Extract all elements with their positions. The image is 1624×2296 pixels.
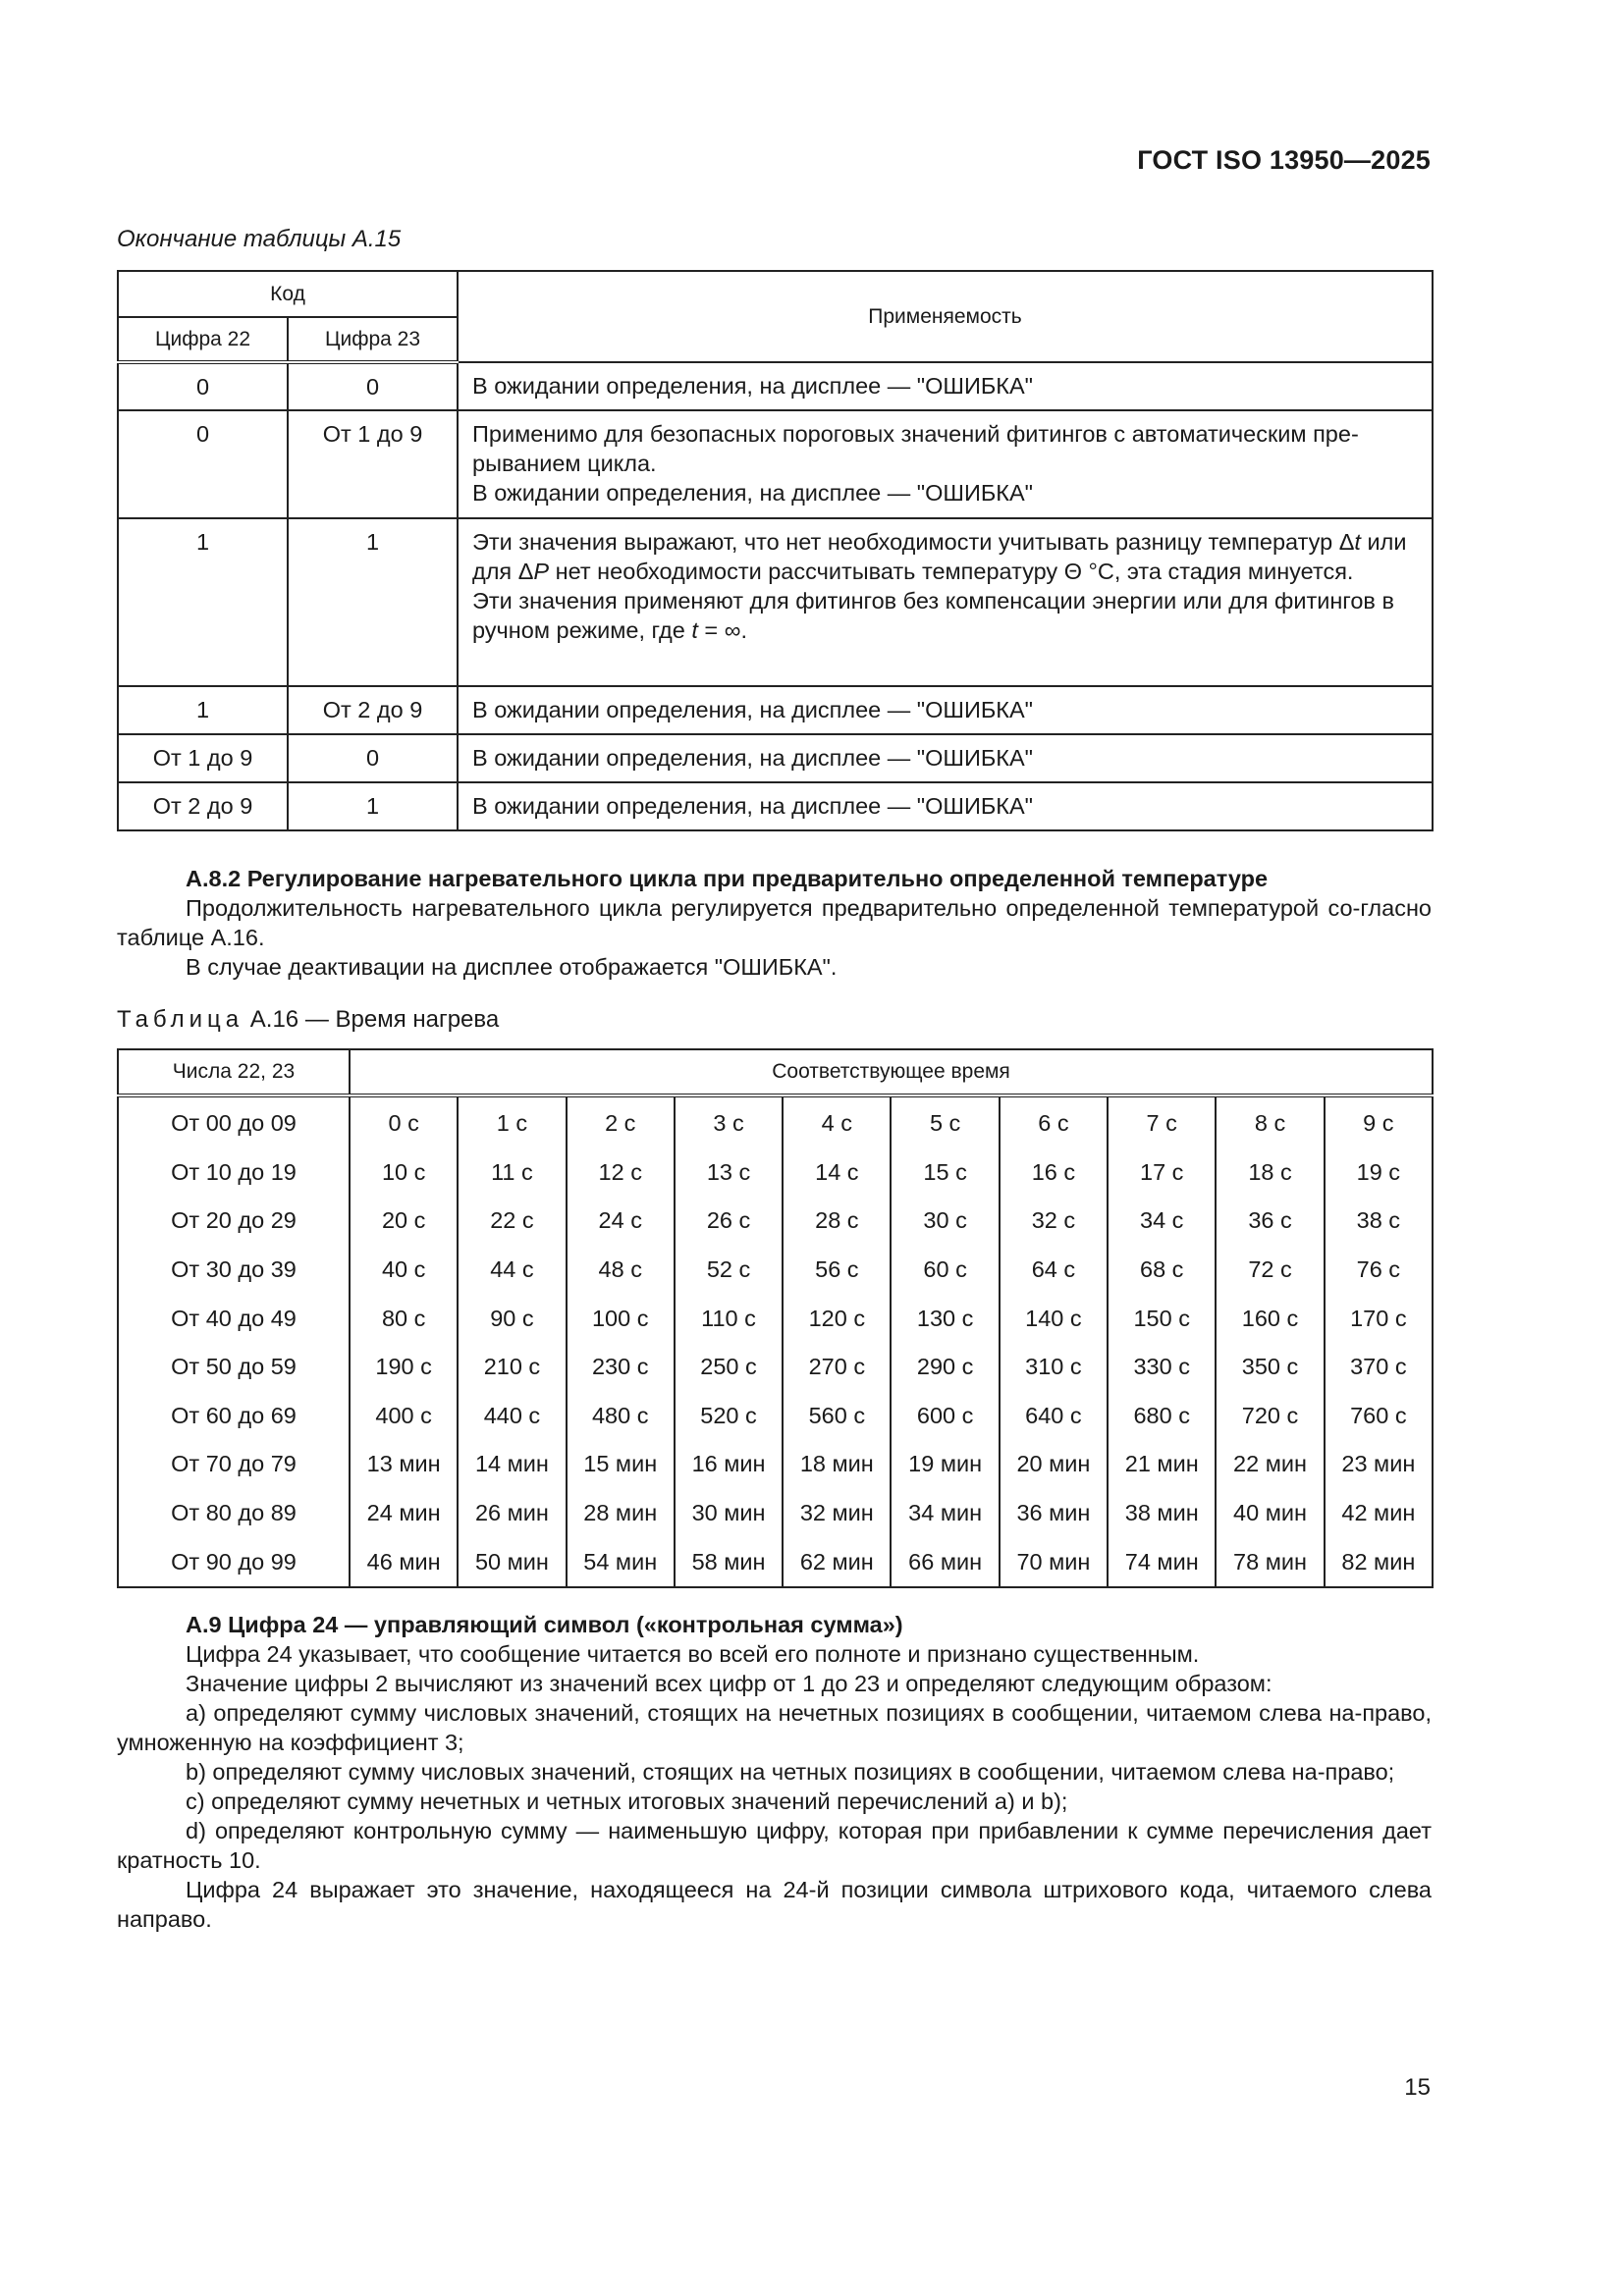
row-range-cell: От 20 до 29 (118, 1197, 350, 1246)
table-row (118, 1537, 1433, 1587)
time-value-cell: 15 мин (567, 1440, 675, 1489)
table-row (118, 1095, 1433, 1148)
time-value-cell: 19 мин (891, 1440, 999, 1489)
time-value-cell: 230 с (567, 1343, 675, 1392)
cell-digit22: 0 (118, 410, 288, 518)
cell-digit23: От 1 до 9 (288, 410, 458, 518)
row-range-cell: От 70 до 79 (118, 1440, 350, 1489)
cell-text: В ожидании определения, на дисплее — "ОШИБКА" (472, 745, 1033, 771)
time-value-cell: 140 с (1000, 1294, 1108, 1343)
cell-digit23: 0 (288, 734, 458, 782)
section-a9-paragraph: b) определяют сумму числовых значений, стоящих на четных позициях в сообщении, читаемом слева на-право; (186, 1759, 1395, 1785)
time-value-cell: 4 с (783, 1095, 891, 1148)
time-value-cell: 14 мин (458, 1440, 566, 1489)
time-value-cell: 11 с (458, 1148, 566, 1198)
table-a16 (117, 1048, 1434, 1588)
cell-applicability (458, 782, 1433, 830)
time-value-cell: 38 мин (1108, 1489, 1216, 1538)
time-value-cell: 8 с (1216, 1095, 1324, 1148)
time-value-cell: 520 с (675, 1392, 783, 1441)
table-row (118, 686, 1433, 734)
section-a9-paragraph: с) определяют сумму нечетных и четных итоговых значений перечислений а) и b); (186, 1789, 1068, 1814)
cell-applicability (458, 362, 1433, 410)
table-a15 (117, 270, 1434, 831)
section-a9-paragraph: d) определяют контрольную сумму — наименьшую цифру, которая при прибавлении к сумме перечисления дает кратность 10. (117, 1818, 1432, 1873)
cell-text: В ожидании определения, на дисплее — "ОШИБКА" (472, 373, 1033, 399)
table-row (118, 1392, 1433, 1441)
table-a15-header-digit23: Цифра 23 (288, 317, 458, 362)
row-range-cell: От 00 до 09 (118, 1095, 350, 1148)
cell-digit22: 1 (118, 686, 288, 734)
time-value-cell: 76 с (1325, 1246, 1433, 1295)
time-value-cell: 48 с (567, 1246, 675, 1295)
time-value-cell: 78 мин (1216, 1537, 1324, 1587)
time-value-cell: 68 с (1108, 1246, 1216, 1295)
time-value-cell: 160 с (1216, 1294, 1324, 1343)
time-value-cell: 30 с (891, 1197, 999, 1246)
time-value-cell: 17 с (1108, 1148, 1216, 1198)
row-range-cell: От 80 до 89 (118, 1489, 350, 1538)
section-a9-heading: А.9 Цифра 24 — управляющий символ («контрольная сумма») (186, 1612, 903, 1637)
time-value-cell: 34 с (1108, 1197, 1216, 1246)
section-a82-paragraph: Продолжительность нагревательного цикла регулируется предварительно определенной температурой со-гласно таблице А.16. (117, 895, 1432, 950)
time-value-cell: 62 мин (783, 1537, 891, 1587)
cell-text: В ожидании определения, на дисплее — "ОШИБКА" (472, 793, 1033, 819)
section-a82 (117, 864, 1432, 982)
time-value-cell: 170 с (1325, 1294, 1433, 1343)
cell-digit23: От 2 до 9 (288, 686, 458, 734)
time-value-cell: 210 с (458, 1343, 566, 1392)
table-row (118, 782, 1433, 830)
text-run: или для (472, 529, 1407, 584)
time-value-cell: 34 мин (891, 1489, 999, 1538)
time-value-cell: 22 мин (1216, 1440, 1324, 1489)
theta-symbol: Θ (1063, 559, 1082, 584)
time-value-cell: 3 с (675, 1095, 783, 1148)
time-value-cell: 66 мин (891, 1537, 999, 1587)
row-range-cell: От 10 до 19 (118, 1148, 350, 1198)
time-value-cell: 1 с (458, 1095, 566, 1148)
time-value-cell: 42 мин (1325, 1489, 1433, 1538)
cell-digit23: 0 (288, 362, 458, 410)
section-a9-paragraph: а) определяют сумму числовых значений, стоящих на нечетных позициях в сообщении, читаемом слева на-право, умноженную на коэффициент 3; (117, 1700, 1432, 1755)
table-row (118, 1148, 1433, 1198)
time-value-cell: 5 с (891, 1095, 999, 1148)
time-value-cell: 72 с (1216, 1246, 1324, 1295)
table-row (118, 1294, 1433, 1343)
row-range-cell: От 40 до 49 (118, 1294, 350, 1343)
table-a15-header-code: Код (118, 271, 458, 317)
time-value-cell: 54 мин (567, 1537, 675, 1587)
variable-t: t (691, 617, 698, 643)
time-value-cell: 110 с (675, 1294, 783, 1343)
time-value-cell: 36 с (1216, 1197, 1324, 1246)
cell-applicability (458, 410, 1433, 518)
time-value-cell: 720 с (1216, 1392, 1324, 1441)
time-value-cell: 440 с (458, 1392, 566, 1441)
time-value-cell: 24 с (567, 1197, 675, 1246)
time-value-cell: 74 мин (1108, 1537, 1216, 1587)
section-a9-paragraph: Значение цифры 2 вычисляют из значений всех цифр от 1 до 23 и определяют следующим образом: (186, 1671, 1272, 1696)
row-range-cell: От 90 до 99 (118, 1537, 350, 1587)
time-value-cell: 38 с (1325, 1197, 1433, 1246)
time-value-cell: 19 с (1325, 1148, 1433, 1198)
time-value-cell: 6 с (1000, 1095, 1108, 1148)
cell-digit22: 1 (118, 518, 288, 686)
cell-text (472, 527, 1420, 586)
delta-symbol: Δ (517, 559, 534, 584)
time-value-cell: 80 с (350, 1294, 458, 1343)
time-value-cell: 23 мин (1325, 1440, 1433, 1489)
table-a15-caption: Окончание таблицы А.15 (117, 226, 402, 252)
time-value-cell: 44 с (458, 1246, 566, 1295)
cell-text: В ожидании определения, на дисплее — "ОШИБКА" (472, 480, 1033, 506)
time-value-cell: 290 с (891, 1343, 999, 1392)
time-value-cell: 640 с (1000, 1392, 1108, 1441)
table-a15-header-digit22: Цифра 22 (118, 317, 288, 362)
time-value-cell: 130 с (891, 1294, 999, 1343)
time-value-cell: 330 с (1108, 1343, 1216, 1392)
row-range-cell: От 50 до 59 (118, 1343, 350, 1392)
time-value-cell: 24 мин (350, 1489, 458, 1538)
text-run: °С, эта стадия минуется. (1081, 559, 1354, 584)
time-value-cell: 13 с (675, 1148, 783, 1198)
time-value-cell: 7 с (1108, 1095, 1216, 1148)
time-value-cell: 270 с (783, 1343, 891, 1392)
time-value-cell: 0 с (350, 1095, 458, 1148)
time-value-cell: 22 с (458, 1197, 566, 1246)
time-value-cell: 18 с (1216, 1148, 1324, 1198)
section-a82-paragraph: В случае деактивации на дисплее отображается "ОШИБКА". (186, 954, 838, 980)
table-a16-header-numbers: Числа 22, 23 (118, 1049, 350, 1095)
cell-text: В ожидании определения, на дисплее — "ОШИБКА" (472, 697, 1033, 722)
time-value-cell: 70 мин (1000, 1537, 1108, 1587)
time-value-cell: 400 с (350, 1392, 458, 1441)
time-value-cell: 350 с (1216, 1343, 1324, 1392)
delta-symbol: Δ (1338, 529, 1355, 555)
time-value-cell: 28 мин (567, 1489, 675, 1538)
time-value-cell: 32 с (1000, 1197, 1108, 1246)
time-value-cell: 9 с (1325, 1095, 1433, 1148)
time-value-cell: 15 с (891, 1148, 999, 1198)
time-value-cell: 480 с (567, 1392, 675, 1441)
time-value-cell: 90 с (458, 1294, 566, 1343)
time-value-cell: 30 мин (675, 1489, 783, 1538)
text-run: Эти значения применяют для фитингов без компенсации энергии или для фитингов в ручном режиме, где (472, 588, 1394, 643)
time-value-cell: 20 мин (1000, 1440, 1108, 1489)
row-range-cell: От 60 до 69 (118, 1392, 350, 1441)
time-value-cell: 36 мин (1000, 1489, 1108, 1538)
time-value-cell: 40 с (350, 1246, 458, 1295)
time-value-cell: 18 мин (783, 1440, 891, 1489)
time-value-cell: 50 мин (458, 1537, 566, 1587)
text-run: = ∞. (697, 617, 747, 643)
table-row (118, 1246, 1433, 1295)
table-row (118, 362, 1433, 410)
cell-digit22: 0 (118, 362, 288, 410)
table-row (118, 410, 1433, 518)
time-value-cell: 16 мин (675, 1440, 783, 1489)
cell-digit23: 1 (288, 518, 458, 686)
table-row (118, 1489, 1433, 1538)
time-value-cell: 2 с (567, 1095, 675, 1148)
table-a16-caption (117, 1006, 499, 1034)
table-row (118, 734, 1433, 782)
table-a15-header-applicability: Применяемость (458, 271, 1433, 362)
time-value-cell: 560 с (783, 1392, 891, 1441)
time-value-cell: 20 с (350, 1197, 458, 1246)
text-run: нет необходимости рассчитывать температуру (549, 559, 1064, 584)
page-number: 15 (1404, 2074, 1431, 2101)
time-value-cell: 56 с (783, 1246, 891, 1295)
text-run: Эти значения выражают, что нет необходимости учитывать разницу температур (472, 529, 1339, 555)
time-value-cell: 21 мин (1108, 1440, 1216, 1489)
table-row (118, 1440, 1433, 1489)
time-value-cell: 32 мин (783, 1489, 891, 1538)
time-value-cell: 46 мин (350, 1537, 458, 1587)
section-a82-heading: А.8.2 Регулирование нагревательного цикла при предварительно определенной температуре (186, 866, 1269, 891)
caption-lead: Таблица (117, 1006, 244, 1033)
time-value-cell: 26 с (675, 1197, 783, 1246)
time-value-cell: 52 с (675, 1246, 783, 1295)
time-value-cell: 16 с (1000, 1148, 1108, 1198)
time-value-cell: 64 с (1000, 1246, 1108, 1295)
variable-p: P (533, 559, 550, 584)
time-value-cell: 10 с (350, 1148, 458, 1198)
variable-t: t (1354, 529, 1361, 555)
section-a9-paragraph: Цифра 24 указывает, что сообщение читается во всей его полноте и признано существенным. (186, 1641, 1200, 1667)
time-value-cell: 680 с (1108, 1392, 1216, 1441)
cell-text (472, 586, 1420, 645)
time-value-cell: 370 с (1325, 1343, 1433, 1392)
row-range-cell: От 30 до 39 (118, 1246, 350, 1295)
cell-digit23: 1 (288, 782, 458, 830)
cell-text: Применимо для безопасных пороговых значений фитингов с автоматическим пре-рыванием цикла. (472, 421, 1359, 476)
document-number: ГОСТ ISO 13950—2025 (1137, 145, 1431, 175)
table-row (118, 1343, 1433, 1392)
time-value-cell: 13 мин (350, 1440, 458, 1489)
time-value-cell: 760 с (1325, 1392, 1433, 1441)
cell-applicability (458, 686, 1433, 734)
caption-rest: А.16 — Время нагрева (244, 1006, 500, 1033)
time-value-cell: 120 с (783, 1294, 891, 1343)
table-row (118, 518, 1433, 686)
time-value-cell: 190 с (350, 1343, 458, 1392)
section-a9-paragraph: Цифра 24 выражает это значение, находящееся на 24-й позиции символа штрихового кода, читаемого слева направо. (117, 1877, 1432, 1932)
time-value-cell: 26 мин (458, 1489, 566, 1538)
time-value-cell: 14 с (783, 1148, 891, 1198)
time-value-cell: 310 с (1000, 1343, 1108, 1392)
time-value-cell: 60 с (891, 1246, 999, 1295)
cell-digit22: От 1 до 9 (118, 734, 288, 782)
time-value-cell: 100 с (567, 1294, 675, 1343)
time-value-cell: 250 с (675, 1343, 783, 1392)
time-value-cell: 40 мин (1216, 1489, 1324, 1538)
time-value-cell: 600 с (891, 1392, 999, 1441)
table-row (118, 1197, 1433, 1246)
time-value-cell: 58 мин (675, 1537, 783, 1587)
cell-digit22: От 2 до 9 (118, 782, 288, 830)
cell-applicability (458, 518, 1433, 686)
time-value-cell: 12 с (567, 1148, 675, 1198)
table-a16-header-time: Соответствующее время (350, 1049, 1433, 1095)
time-value-cell: 82 мин (1325, 1537, 1433, 1587)
cell-applicability (458, 734, 1433, 782)
time-value-cell: 28 с (783, 1197, 891, 1246)
time-value-cell: 150 с (1108, 1294, 1216, 1343)
section-a9 (117, 1610, 1432, 1934)
